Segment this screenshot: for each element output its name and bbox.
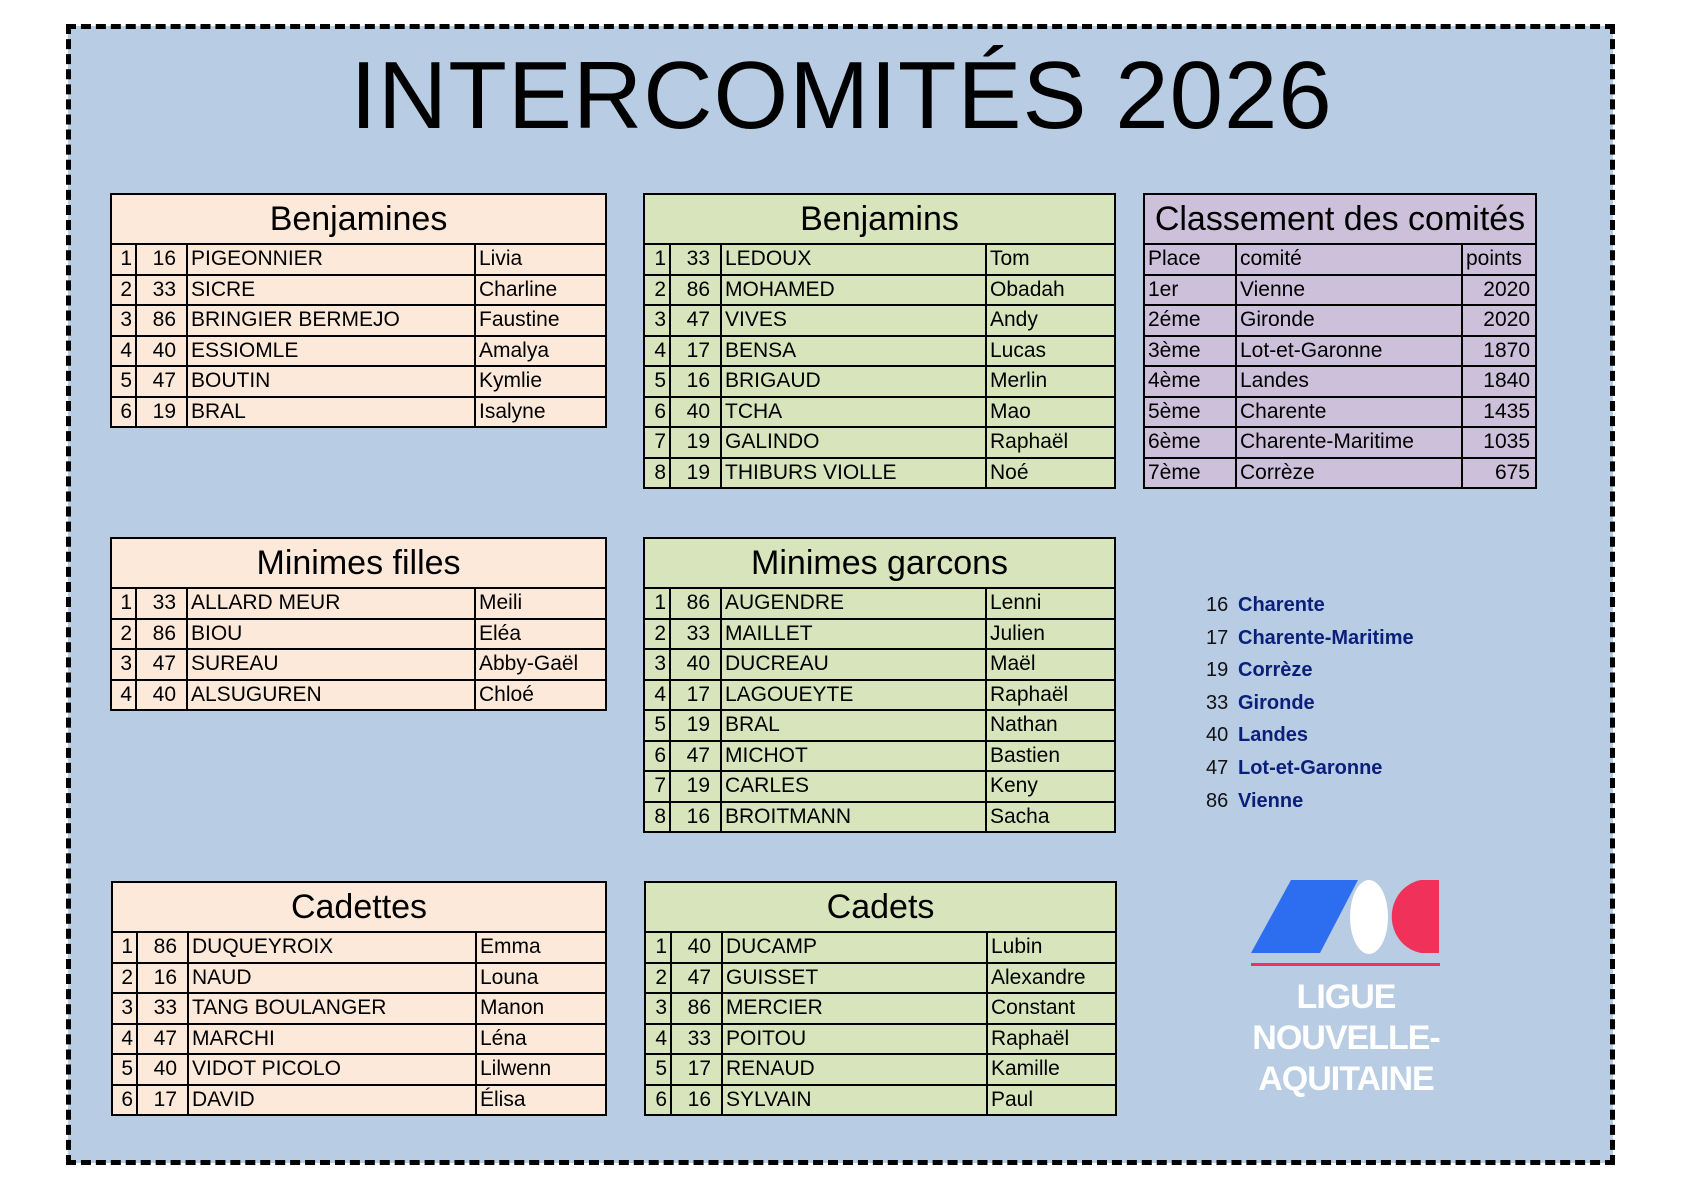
table-row: 1 86 AUGENDRE Lenni [644,588,1115,619]
table-row: 3 47 VIVES Andy [644,305,1115,336]
ranking-header-row [1144,244,1536,275]
legend-item: 47 Lot-et-Garonne [1206,756,1383,779]
table-row: 1er Vienne 2020 [1144,275,1536,306]
table-row: 6 40 TCHA Mao [644,397,1115,428]
table-row: 2 33 SICRE Charline [111,275,606,306]
table-row: 2 86 BIOU Eléa [111,619,606,650]
table-row: 6 16 SYLVAIN Paul [645,1085,1116,1116]
table-row: 5 17 RENAUD Kamille [645,1054,1116,1085]
results-table-benjamines [110,193,607,428]
committee-ranking-table [1143,193,1537,489]
table-row: 5 16 BRIGAUD Merlin [644,366,1115,397]
table-row: 8 19 THIBURS VIOLLE Noé [644,458,1115,489]
table-row: 4 17 BENSA Lucas [644,336,1115,367]
legend-item: 19 Corrèze [1206,659,1313,682]
table-row: 6ème Charente-Maritime 1035 [1144,427,1536,458]
table-row: 6 17 DAVID Élisa [112,1085,606,1116]
category-title: Benjamines [111,194,606,244]
legend-item: 17 Charente-Maritime [1206,626,1414,649]
table-row: 2 16 NAUD Louna [112,963,606,994]
table-row: 4ème Landes 1840 [1144,366,1536,397]
table-row: 5 19 BRAL Nathan [644,710,1115,741]
table-row: 1 40 DUCAMP Lubin [645,932,1116,963]
table-row: 4 47 MARCHI Léna [112,1024,606,1055]
table-row: 8 16 BROITMANN Sacha [644,802,1115,833]
logo-text-line1: LIGUE [1296,978,1396,1016]
page-title: INTERCOMITÉS 2026 [350,42,1333,149]
header-points: points [1462,244,1536,275]
department-legend [1206,590,1414,818]
table-row: 3 86 MERCIER Constant [645,993,1116,1024]
results-table-minimes-garcons [643,537,1116,833]
header-place: Place [1144,244,1236,275]
ranking-title: Classement des comités [1144,194,1536,244]
table-row: 3 86 BRINGIER BERMEJO Faustine [111,305,606,336]
table-row: 4 40 ESSIOMLE Amalya [111,336,606,367]
header-comite: comité [1236,244,1462,275]
table-row: 5 47 BOUTIN Kymlie [111,366,606,397]
table-row: 2 33 MAILLET Julien [644,619,1115,650]
table-row: 1 33 ALLARD MEUR Meili [111,588,606,619]
table-row: 2 86 MOHAMED Obadah [644,275,1115,306]
table-row: 3ème Lot-et-Garonne 1870 [1144,336,1536,367]
table-row: 6 47 MICHOT Bastien [644,741,1115,772]
table-row: 1 16 PIGEONNIER Livia [111,244,606,275]
legend-item: 33 Gironde [1206,691,1315,714]
table-row: 4 40 ALSUGUREN Chloé [111,680,606,711]
logo-text-line2: NOUVELLE- [1252,1019,1440,1057]
table-row: 2 47 GUISSET Alexandre [645,963,1116,994]
table-row: 3 40 DUCREAU Maël [644,649,1115,680]
logo-emblem-icon [1251,880,1441,970]
table-row: 7 19 CARLES Keny [644,771,1115,802]
legend-item: 86 Vienne [1206,789,1304,812]
logo-text-line3: AQUITAINE [1258,1060,1434,1098]
results-table-benjamins [643,193,1116,489]
category-title: Benjamins [644,194,1115,244]
category-title: Cadettes [112,882,606,932]
table-row: 1 33 LEDOUX Tom [644,244,1115,275]
results-table-minimes-filles [110,537,607,711]
table-row: 7 19 GALINDO Raphaël [644,427,1115,458]
legend-item: 16 Charente [1206,594,1325,616]
table-row: 5 40 VIDOT PICOLO Lilwenn [112,1054,606,1085]
category-title: Minimes filles [111,538,606,588]
table-row: 4 33 POITOU Raphaël [645,1024,1116,1055]
category-title: Cadets [645,882,1116,932]
table-row: 3 47 SUREAU Abby-Gaël [111,649,606,680]
results-table-cadettes [111,881,607,1116]
category-title: Minimes garcons [644,538,1115,588]
table-row: 4 17 LAGOUEYTE Raphaël [644,680,1115,711]
legend-item: 40 Landes [1206,724,1309,747]
table-row: 3 33 TANG BOULANGER Manon [112,993,606,1024]
results-table-cadets [644,881,1117,1116]
table-row: 1 86 DUQUEYROIX Emma [112,932,606,963]
table-row: 5ème Charente 1435 [1144,397,1536,428]
ligue-nouvelle-aquitaine-logo [1251,880,1441,1100]
table-row: 6 19 BRAL Isalyne [111,397,606,428]
table-row: 2éme Gironde 2020 [1144,305,1536,336]
table-row: 7ème Corrèze 675 [1144,458,1536,489]
